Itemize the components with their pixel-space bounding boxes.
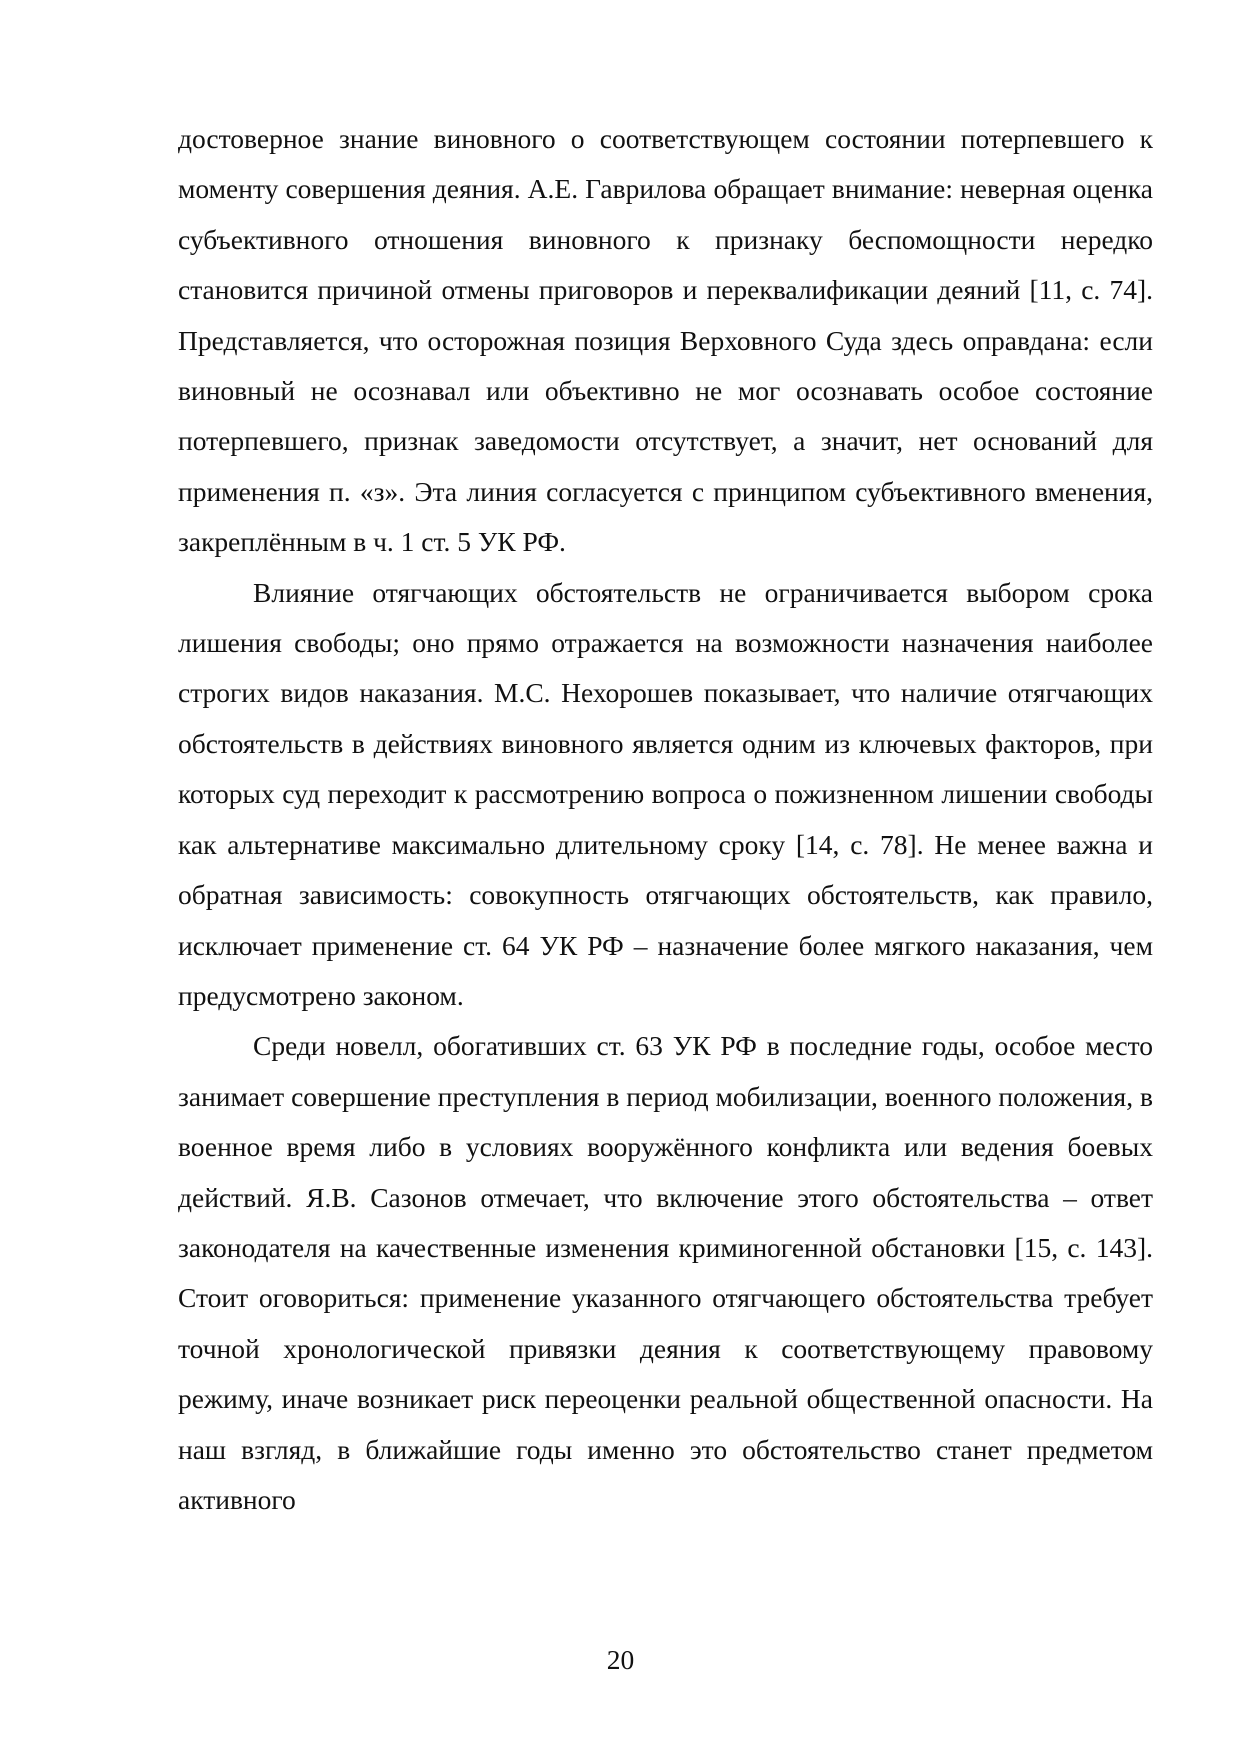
page-number: 20 bbox=[606, 1644, 635, 1675]
body-text bbox=[178, 114, 1153, 1525]
paragraph-1: достоверное знание виновного о соответствующем состоянии потерпевшего к моменту совершения деяния. А.Е. Гаврилова обращает внимание: неверная оценка субъективного отношения виновного к признаку беспомощности нередко становится причиной отмены приговоров и переквалификации деяний [11, с. 74]. Представляется, что осторожная позиция Верховного Суда здесь оправдана: если виновный не осознавал или объективно не мог осознавать особое состояние потерпевшего, признак заведомости отсутствует, а значит, нет оснований для применения п. «з». Эта линия согласуется с принципом субъективного вменения, закреплённым в ч. 1 ст. 5 УК РФ. bbox=[178, 123, 1153, 558]
paragraph-3: Среди новелл, обогативших ст. 63 УК РФ в последние годы, особое место занимает совершение преступления в период мобилизации, военного положения, в военное время либо в условиях вооружённого конфликта или ведения боевых действий. Я.В. Сазонов отмечает, что включение этого обстоятельства – ответ законодателя на качественные изменения криминогенной обстановки [15, с. 143]. Стоит оговориться: применение указанного отягчающего обстоятельства требует точной хронологической привязки деяния к соответствующему правовому режиму, иначе возникает риск переоценки реальной общественной опасности. На наш взгляд, в ближайшие годы именно это обстоятельство станет предметом активного bbox=[178, 1030, 1153, 1515]
paragraph-2: Влияние отягчающих обстоятельств не ограничивается выбором срока лишения свободы; оно прямо отражается на возможности назначения наиболее строгих видов наказания. М.С. Нехорошев показывает, что наличие отягчающих обстоятельств в действиях виновного является одним из ключевых факторов, при которых суд переходит к рассмотрению вопроса о пожизненном лишении свободы как альтернативе максимально длительному сроку [14, с. 78]. Не менее важна и обратная зависимость: совокупность отягчающих обстоятельств, как правило, исключает применение ст. 64 УК РФ – назначение более мягкого наказания, чем предусмотрено законом. bbox=[178, 576, 1153, 1011]
